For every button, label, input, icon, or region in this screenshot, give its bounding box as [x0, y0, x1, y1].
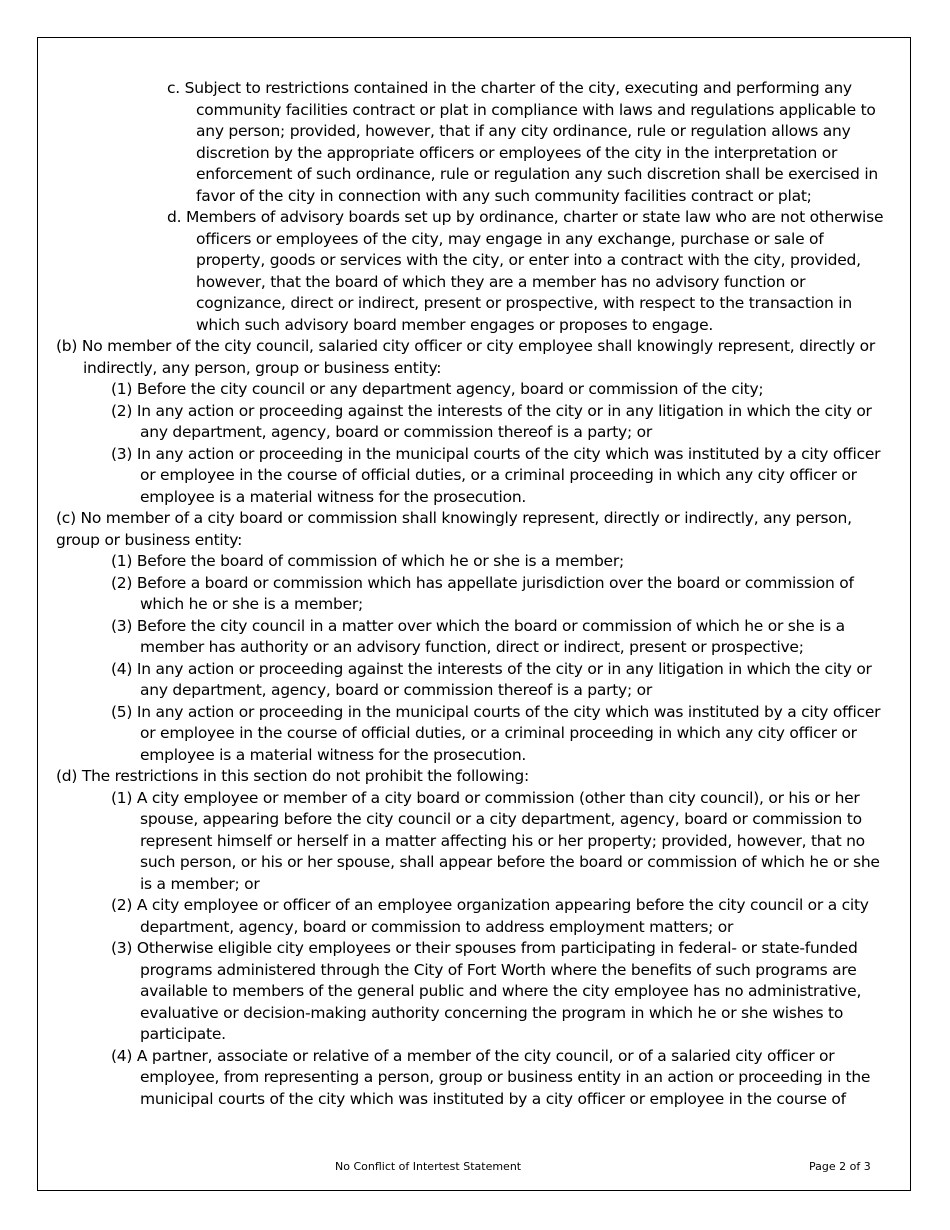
clause-c: c. Subject to restrictions contained in the charter of the city, executing and performing any community facilities contract or plat in compliance with laws and regulations applicable to any person; provided, however, that if any city ordinance, rule or regulation allows any discretion by the appropriate officers or employees of the city in the interpretation or enforcement of such ordinance, rule or regulation any such discretion shall be exercised in favor of the city in connection with any such community facilities contract or plat;: [167, 79, 878, 205]
section-c-item-5: (5) In any action or proceeding in the municipal courts of the city which was instituted by a city officer or employee in the course of official duties, or a criminal proceeding in which any city officer or employee is a material witness for the prosecution.: [111, 702, 881, 764]
document-body: [56, 78, 896, 1110]
section-c-item-1: (1) Before the board of commission of which he or she is a member;: [111, 552, 624, 570]
section-c-item-4: (4) In any action or proceeding against the interests of the city or in any litigation in which the city or any department, agency, board or commission thereof is a party; or: [111, 659, 872, 699]
section-d-item-3: (3) Otherwise eligible city employees or their spouses from participating in federal- or state-funded programs administered through the City of Fort Worth where the benefits of such programs are available to members of the general public and where the city employee has no administrative, evaluative or decision-making authority concerning the program in which he or she wishes to participate.: [111, 939, 862, 1043]
section-b-intro: (b) No member of the city council, salaried city officer or city employee shall knowingly represent, directly or indirectly, any person, group or business entity:: [56, 337, 875, 377]
section-b-item-3: (3) In any action or proceeding in the municipal courts of the city which was instituted by a city officer or employee in the course of official duties, or a criminal proceeding in which any city officer or employee is a material witness for the prosecution.: [111, 444, 881, 506]
section-d-item-4: (4) A partner, associate or relative of a member of the city council, or of a salaried city officer or employee, from representing a person, group or business entity in an action or proceeding in the municipal courts of the city which was instituted by a city officer or employee in the course of: [111, 1046, 871, 1108]
section-d-item-2: (2) A city employee or officer of an employee organization appearing before the city council or a city department, agency, board or commission to address employment matters; or: [111, 896, 869, 936]
section-c-item-2: (2) Before a board or commission which has appellate jurisdiction over the board or commission of which he or she is a member;: [111, 573, 854, 613]
section-c-item-3: (3) Before the city council in a matter over which the board or commission of which he or she is a member has authority or an advisory function, direct or indirect, present or prospective;: [111, 616, 845, 656]
section-b-item-2: (2) In any action or proceeding against the interests of the city or in any litigation in which the city or any department, agency, board or commission thereof is a party; or: [111, 401, 872, 441]
footer-title: No Conflict of Intertest Statement: [335, 1160, 522, 1173]
section-d-intro: (d) The restrictions in this section do not prohibit the following:: [56, 767, 529, 785]
footer-page-number: Page 2 of 3: [809, 1160, 871, 1173]
section-c-intro: (c) No member of a city board or commission shall knowingly represent, directly or indirectly, any person, group or business entity:: [56, 509, 852, 549]
section-b-item-1: (1) Before the city council or any department agency, board or commission of the city;: [111, 380, 764, 398]
clause-d: d. Members of advisory boards set up by ordinance, charter or state law who are not otherwise officers or employees of the city, may engage in any exchange, purchase or sale of property, goods or services with the city, or enter into a contract with the city, provided, however, that the board of which they are a member has no advisory function or cognizance, direct or indirect, present or prospective, with respect to the transaction in which such advisory board member engages or proposes to engage.: [167, 208, 884, 334]
section-d-item-1: (1) A city employee or member of a city board or commission (other than city council), or his or her spouse, appearing before the city council or a city department, agency, board or commission to represent himself or herself in a matter affecting his or her property; provided, however, that no such person, or his or her spouse, shall appear before the board or commission of which he or she is a member; or: [111, 788, 880, 893]
